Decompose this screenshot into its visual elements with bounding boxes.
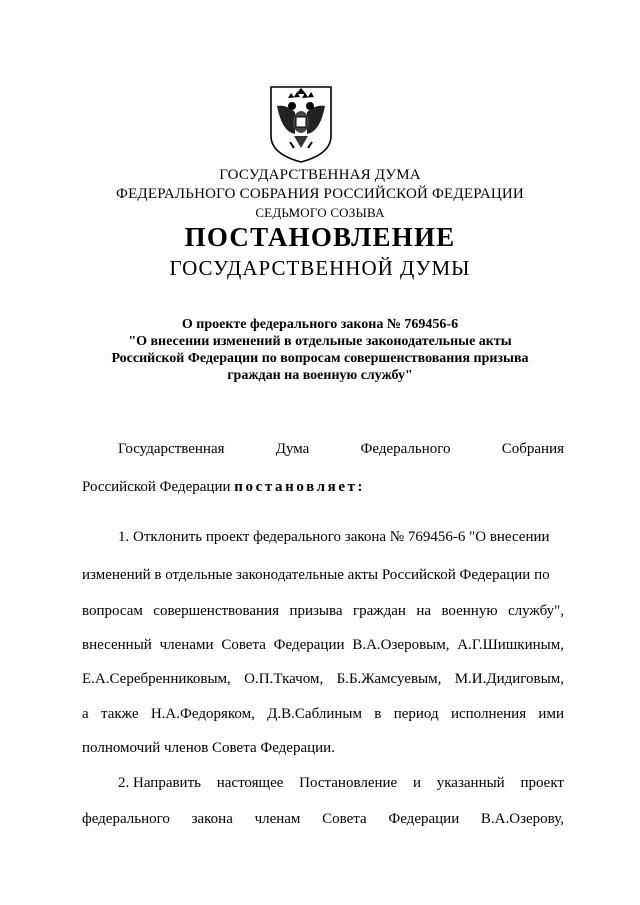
document-subtitle: ГОСУДАРСТВЕННОЙ ДУМЫ — [169, 256, 471, 280]
item1-line6 — [82, 706, 564, 723]
decree-word: постановляет: — [234, 479, 366, 495]
word: период — [393, 706, 439, 722]
item1-line2: изменений в отдельные законодательные акты Российской Федерации по — [82, 567, 550, 583]
word: М.И.Дидиговым, — [454, 671, 564, 687]
word: а — [82, 706, 89, 722]
word: федерального — [82, 811, 170, 827]
word: исполнения — [450, 706, 527, 722]
coat-of-arms-emblem-icon — [268, 84, 334, 164]
item1-line3 — [82, 603, 564, 620]
word: настоящее — [216, 775, 284, 791]
item1-line7: полномочий членов Совета Федерации. — [82, 740, 335, 756]
word: Д.В.Саблиным — [267, 706, 362, 722]
project-title — [0, 316, 640, 384]
org-name-line1: ГОСУДАРСТВЕННАЯ ДУМА — [219, 167, 421, 183]
word: военную — [441, 603, 498, 619]
word: Федерального — [360, 441, 451, 457]
preamble-line1 — [118, 441, 564, 458]
word: Б.Б.Жамсуевым, — [336, 671, 442, 687]
word: совершенствования — [153, 603, 280, 619]
word: Собрания — [501, 441, 564, 457]
word: вопросам — [82, 603, 143, 619]
item2-line1 — [118, 775, 564, 792]
word: и — [412, 775, 421, 791]
word: также — [101, 706, 139, 722]
word: Постановление — [299, 775, 398, 791]
preamble-line2 — [82, 479, 365, 496]
item1-line1: 1. Отклонить проект федерального закона № 769456-6 "О внесении — [118, 529, 550, 545]
project-title-line: граждан на военную службу" — [227, 368, 413, 383]
project-title-line: О проекте федерального закона № 769456-6 — [181, 317, 459, 332]
word: внесенный — [82, 637, 152, 653]
word: закона — [191, 811, 233, 827]
item1-line5 — [82, 671, 564, 688]
word: В.А.Озеровым, — [352, 637, 450, 653]
word: на — [416, 603, 432, 619]
word: Федерации — [388, 811, 460, 827]
convocation-label: СЕДЬМОГО СОЗЫВА — [255, 205, 385, 220]
word: Е.А.Серебренниковым, — [82, 671, 231, 687]
word: Совета — [322, 811, 367, 827]
word: граждан — [352, 603, 406, 619]
project-title-line: "О внесении изменений в отдельные законодательные акты — [128, 334, 512, 349]
org-name-line2: ФЕДЕРАЛЬНОГО СОБРАНИЯ РОССИЙСКОЙ ФЕДЕРАЦИИ — [116, 186, 524, 202]
item2-line2 — [82, 811, 564, 828]
item1-line4 — [82, 637, 564, 654]
word: ими — [538, 706, 564, 722]
word: Совета — [221, 637, 266, 653]
word: Н.А.Федоряком, — [150, 706, 255, 722]
word: указанный — [436, 775, 505, 791]
word: О.П.Ткачом, — [244, 671, 324, 687]
word: Федерации — [273, 637, 345, 653]
word: службу", — [507, 603, 564, 619]
word: членами — [159, 637, 214, 653]
word: Государственная — [118, 441, 225, 457]
word: А.Г.Шишкиным, — [457, 637, 564, 653]
word: Дума — [275, 441, 310, 457]
project-title-line: Российской Федерации по вопросам совершенствования призыва — [111, 351, 529, 366]
word: 2. Направить — [118, 775, 201, 791]
word: в — [374, 706, 382, 722]
word: призыва — [289, 603, 343, 619]
word: В.А.Озерову, — [480, 811, 564, 827]
preamble-text: Российской Федерации — [82, 479, 231, 495]
word: проект — [520, 775, 564, 791]
document-title: ПОСТАНОВЛЕНИЕ — [184, 222, 456, 252]
word: членам — [254, 811, 301, 827]
